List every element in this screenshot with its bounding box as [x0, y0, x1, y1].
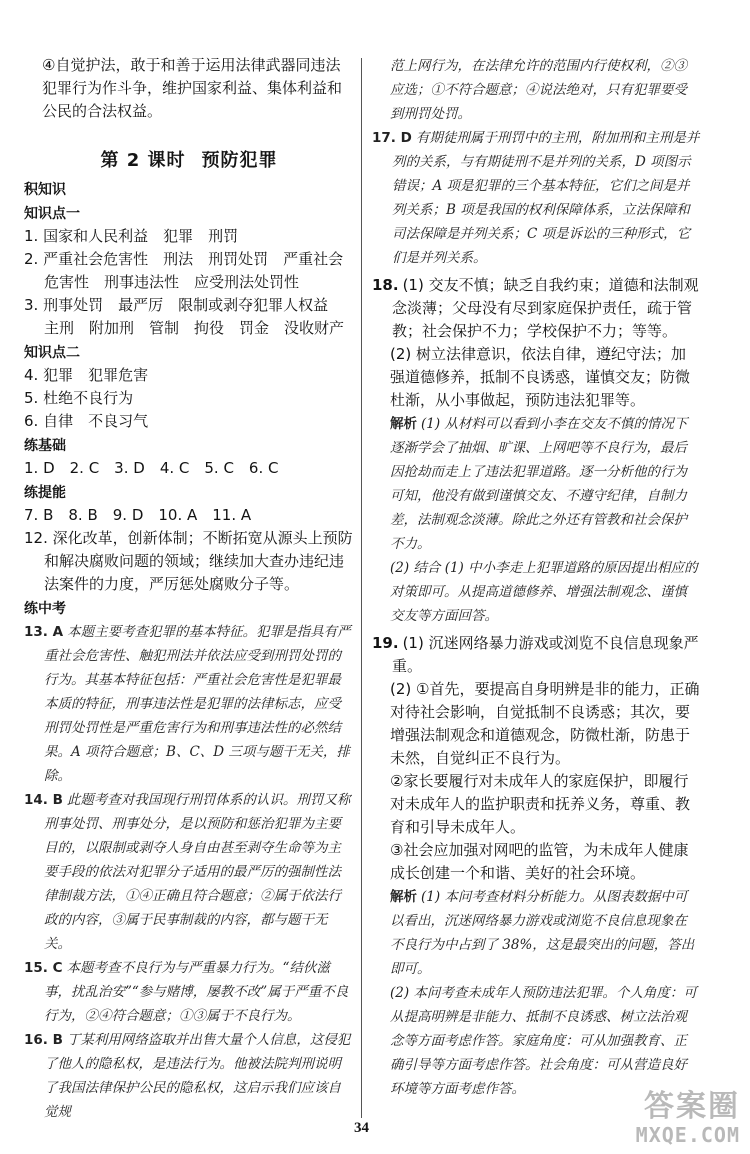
answer-15-explanation: 本题考查不良行为与严重暴力行为。“结伙滋事，扰乱治安”“参与赌博，屡教不改”属于严重不良行为，②④符合题意；①③属于不良行为。	[44, 960, 349, 1024]
answer-16-explanation: 丁某利用网络盗取并出售大量个人信息，这侵犯了他人的隐私权，是违法行为。他被法院判刑说明了我国法律保护公民的隐私权，这启示我们应该自觉规	[44, 1032, 351, 1120]
answer-14-choice: 14. B	[24, 792, 63, 808]
answer-12: 12. 深化改革，创新体制；不断拓宽从源头上预防和解决腐败问题的领域；继续加大查办违纪违法案件的力度，严厉惩处腐败分子等。	[24, 529, 353, 593]
knowledge-point-1-heading: 知识点一	[24, 206, 80, 222]
answer-19-part-2c: ③社会应加强对网吧的监管，为未成年人健康成长创建一个和谐、美好的社会环境。	[390, 841, 689, 882]
lesson-title	[24, 149, 354, 172]
section-heading-zhongkao: 练中考	[24, 601, 66, 617]
answer-18-analysis-1-text: (1) 从材料可以看到小李在交友不慎的情况下逐渐学会了抽烟、旷课、上网吧等不良行为，最后因抢劫而走上了违法犯罪道路。逐一分析他的行为可知，他没有做到谨慎交友、不遵守纪律，自制力差，法制观念淡薄。除此之外还有管教和社会保护不力。	[390, 416, 688, 552]
answer-19-analysis-2: (2) 本问考查未成年人预防违法犯罪。个人角度：可从提高明辨是非能力、抵制不良诱惑、树立法治观念等方面考虑作答。家庭角度：可从加强教育、正确引导等方面考虑作答。社会角度：可从营造良好环境等方面考虑作答。	[390, 985, 697, 1097]
answer-19-part-2a: (2) ①首先，要提高自身明辨是非的能力，正确对待社会影响，自觉抵制不良诱惑；其次，要增强法制观念和道德观念，防微杜渐，防患于未然，自觉纠正不良行为。	[390, 680, 700, 767]
answer-14-explanation: 此题考查对我国现行刑罚体系的认识。刑罚又称刑事处罚、刑事处分，是以预防和惩治犯罪为主要目的，以限制或剥夺人身自由甚至剥夺生命等为主要手段的依法对犯罪分子适用的最严厉的强制性法律制裁方法，①④正确且符合题意；②属于依法行政的内容，③属于民事制裁的内容，都与题干无关。	[44, 792, 351, 952]
analysis-label: 解析	[390, 889, 417, 905]
answer-row-advanced: 7. B 8. B 9. D 10. A 11. A	[24, 506, 252, 524]
watermark	[636, 1090, 740, 1146]
answer-13-choice: 13. A	[24, 624, 64, 640]
lesson-topic: 预防犯罪	[201, 150, 278, 171]
left-column	[24, 54, 354, 1124]
knowledge-point-2-heading: 知识点二	[24, 345, 80, 361]
answer-15	[24, 956, 354, 1028]
answer-18-analysis-1	[372, 412, 700, 556]
answer-14	[24, 788, 354, 956]
answer-item: 6. 自律 不良习气	[24, 412, 149, 430]
answer-15-choice: 15. C	[24, 960, 63, 976]
answer-18-part-1	[372, 274, 700, 343]
answer-item: 5. 杜绝不良行为	[24, 389, 134, 407]
watermark-url: MXQE.COM	[635, 1123, 740, 1147]
answer-item: 2. 严重社会危害性 刑法 刑罚处罚 严重社会危害性 刑事违法性 应受刑法处罚性	[24, 250, 344, 291]
answer-17-choice: 17. D	[372, 130, 412, 146]
watermark-logo-text: 答案圈	[644, 1089, 740, 1124]
answer-19-part-1	[372, 632, 700, 678]
answer-item: 1. 国家和人民利益 犯罪 刑罚	[24, 227, 239, 245]
answer-18-analysis-2: (2) 结合 (1) 中小李走上犯罪道路的原因提出相应的对策即可。从提高道德修养、增强法制观念、谨慎交友等方面回答。	[390, 560, 698, 624]
right-column	[372, 54, 700, 1101]
question-19-number: 19.	[372, 634, 399, 652]
analysis-label: 解析	[390, 416, 417, 432]
answer-16	[24, 1028, 354, 1124]
section-heading-jichu: 练基础	[24, 438, 66, 454]
answer-18-part-1-text: (1) 交友不慎；缺乏自我约束；道德和法制观念淡薄；父母没有尽到家庭保护责任，疏于管教；社会保护不力；学校保护不力；等等。	[392, 276, 699, 340]
answer-17-explanation: 有期徒刑属于刑罚中的主刑，附加刑和主刑是并列的关系，与有期徒刑不是并列的关系，D 项图示错误；A 项是犯罪的三个基本特征，它们之间是并列关系；B 项是我国的权利保障体系，立法保障和司法保障是并列关系；C 项是诉讼的三种形式，它们是并列关系。	[392, 130, 700, 266]
column-divider	[361, 58, 362, 1118]
page-number: 34	[354, 1120, 369, 1136]
answer-19-part-2b: ②家长要履行对未成年人的家庭保护，即履行对未成年人的监护职责和抚养义务，尊重、教育和引导未成年人。	[390, 772, 691, 836]
answer-16-choice: 16. B	[24, 1032, 63, 1048]
answer-19-analysis-1	[372, 885, 700, 981]
section-heading-jizhishi: 积知识	[24, 182, 66, 198]
answer-13	[24, 620, 354, 788]
answer-19-analysis-1-text: (1) 本问考查材料分析能力。从图表数据中可以看出，沉迷网络暴力游戏或浏览不良信息现象在不良行为中占到了 38%，这是最突出的问题，答出即可。	[390, 889, 695, 977]
answer-item: 3. 刑事处罚 最严厉 限制或剥夺犯罪人权益 主刑 附加刑 管制 拘役 罚金 没收财产	[24, 296, 345, 337]
lesson-number: 第 2 课时	[100, 150, 186, 171]
answer-13-explanation: 本题主要考查犯罪的基本特征。犯罪是指具有严重社会危害性、触犯刑法并依法应受到刑罚处罚的行为。其基本特征包括：严重社会危害性是犯罪最本质的特征，刑事违法性是犯罪的法律标志，应受刑罚处罚性是严重危害行为和刑事违法性的必然结果。A 项符合题意；B、C、D 三项与题干无关，排除。	[44, 624, 351, 784]
answer-17	[372, 126, 700, 270]
section-heading-tineng: 练提能	[24, 485, 66, 501]
question-18-number: 18.	[372, 276, 399, 294]
answer-row-basic: 1. D 2. C 3. D 4. C 5. C 6. C	[24, 459, 279, 477]
answer-16-continued: 范上网行为，在法律允许的范围内行使权利，②③应选；①不符合题意；④说法绝对，只有犯罪要受到刑罚处罚。	[390, 58, 687, 122]
answer-item: 4. 犯罪 犯罪危害	[24, 366, 149, 384]
answer-18-part-2: (2) 树立法律意识，依法自律，遵纪守法；加强道德修养，抵制不良诱惑，谨慎交友；防微杜渐，从小事做起，预防违法犯罪等。	[390, 345, 691, 409]
carryover-paragraph: ④自觉护法，敢于和善于运用法律武器同违法犯罪行为作斗争，维护国家利益、集体利益和公民的合法权益。	[42, 56, 343, 120]
answer-19-part-1-text: (1) 沉迷网络暴力游戏或浏览不良信息现象严重。	[392, 634, 699, 675]
